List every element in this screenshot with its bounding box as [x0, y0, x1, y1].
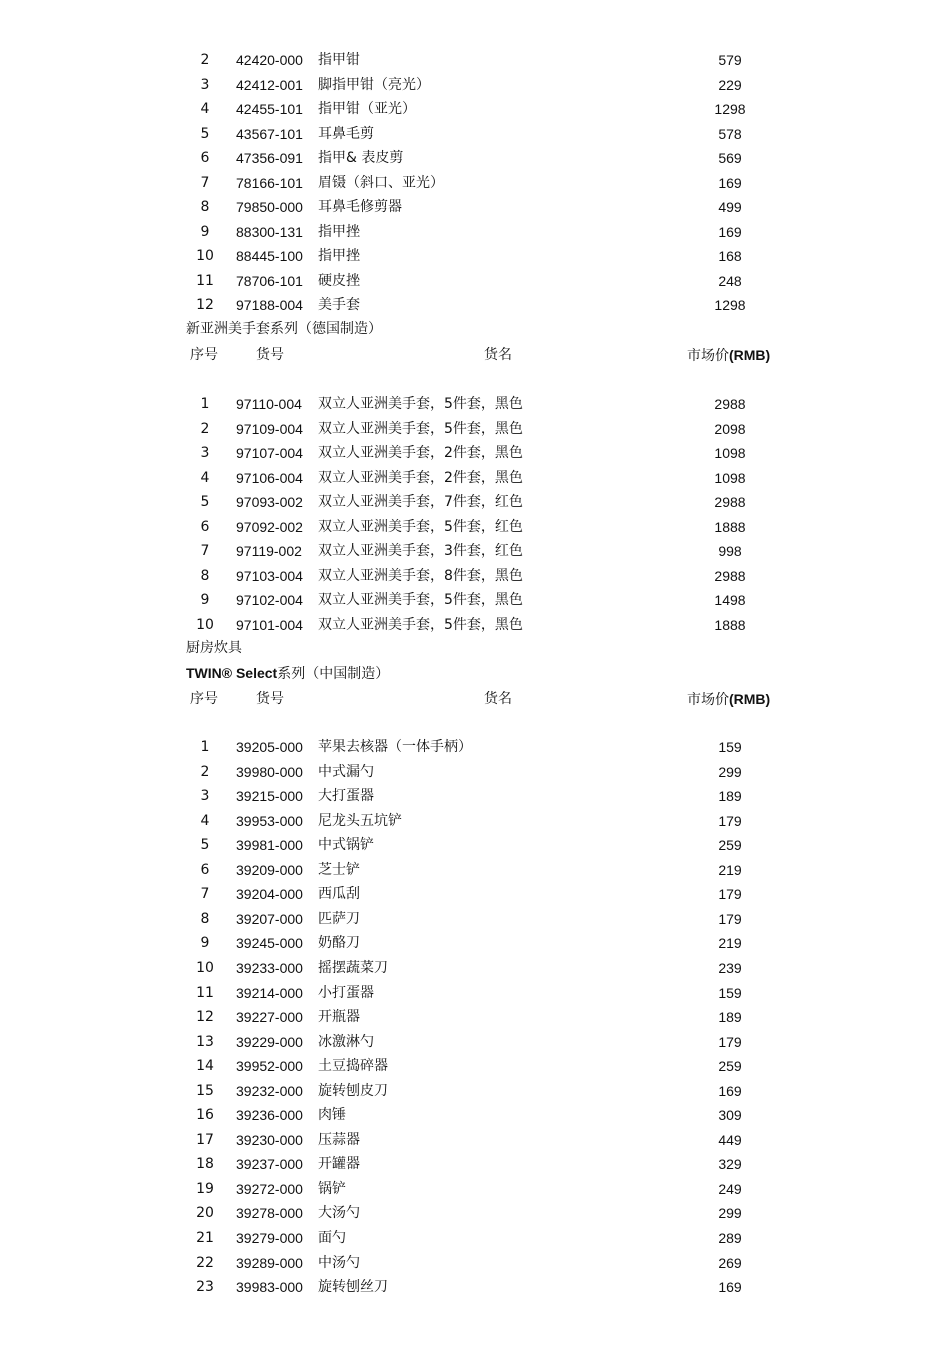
table-row — [0, 760, 950, 784]
header-no: 序号 — [190, 347, 218, 363]
table-row — [0, 1005, 950, 1029]
cell-name: 开罐器 — [318, 1156, 360, 1173]
cell-name: 双立人亚洲美手套，3件套，红色 — [318, 543, 523, 559]
cell-price: 1888 — [714, 616, 746, 633]
table-row — [0, 735, 950, 759]
cell-name: 肉锤 — [318, 1107, 346, 1124]
table-row — [0, 1079, 950, 1103]
cell-no: 9 — [200, 935, 210, 952]
cell-name: 中式漏勺 — [318, 763, 374, 780]
cell-code: 97103-004 — [236, 567, 303, 584]
table-row — [0, 784, 950, 808]
cell-name: 中汤勺 — [318, 1254, 360, 1271]
cell-price: 269 — [718, 1254, 742, 1271]
cell-no: 18 — [196, 1156, 214, 1173]
table-row — [0, 1128, 950, 1152]
cell-price: 259 — [718, 837, 742, 854]
cell-price: 309 — [718, 1107, 742, 1124]
section-title-twin-select — [186, 661, 389, 686]
cell-price: 1888 — [714, 518, 746, 535]
cell-code: 78166-101 — [236, 174, 303, 191]
cell-code: 39980-000 — [236, 763, 303, 780]
table-row — [0, 981, 950, 1005]
table-row — [0, 956, 950, 980]
cell-no: 2 — [200, 52, 210, 68]
cell-no: 3 — [200, 445, 210, 461]
cell-code: 97102-004 — [236, 592, 303, 608]
header-name: 货名 — [484, 691, 512, 707]
cell-name: 双立人亚洲美手套，5件套，黑色 — [318, 396, 523, 412]
cell-code: 39272-000 — [236, 1180, 303, 1197]
cell-price: 159 — [718, 739, 742, 755]
cell-no: 16 — [196, 1107, 214, 1124]
cell-name: 双立人亚洲美手套，8件套，黑色 — [318, 567, 523, 584]
cell-name: 旋转刨皮刀 — [318, 1082, 388, 1099]
table-header — [0, 343, 950, 367]
header-code: 货号 — [256, 347, 284, 363]
cell-code: 39952-000 — [236, 1058, 303, 1075]
cell-name: 双立人亚洲美手套，5件套，红色 — [318, 518, 523, 535]
cell-code: 39227-000 — [236, 1009, 303, 1026]
table-row — [0, 931, 950, 955]
cell-no: 7 — [200, 543, 210, 559]
cell-code: 47356-091 — [236, 150, 303, 166]
cell-price: 179 — [718, 886, 742, 903]
table-row — [0, 539, 950, 563]
cell-no: 2 — [200, 763, 210, 780]
cell-name: 大汤勺 — [318, 1205, 360, 1222]
cell-no: 1 — [200, 739, 210, 755]
cell-no: 6 — [200, 518, 210, 535]
cell-no: 10 — [196, 959, 214, 976]
cell-code: 97109-004 — [236, 420, 303, 437]
table-row — [0, 1054, 950, 1078]
cell-code: 39230-000 — [236, 1131, 303, 1148]
table-row — [0, 171, 950, 195]
cell-name: 双立人亚洲美手套，5件套，黑色 — [318, 420, 523, 437]
table-row — [0, 809, 950, 833]
table-row — [0, 882, 950, 906]
cell-name: 冰激淋勺 — [318, 1033, 374, 1050]
cell-price: 249 — [718, 1180, 742, 1197]
cell-name: 芝士铲 — [318, 861, 360, 878]
cell-no: 10 — [196, 248, 214, 264]
cell-code: 97092-002 — [236, 518, 303, 535]
cell-code: 39953-000 — [236, 812, 303, 829]
cell-price: 189 — [718, 1009, 742, 1026]
cell-no: 4 — [200, 101, 210, 117]
cell-code: 97110-004 — [236, 396, 302, 412]
table-row — [0, 122, 950, 146]
table-row — [0, 146, 950, 170]
table-header — [0, 687, 950, 711]
cell-code: 39232-000 — [236, 1082, 303, 1099]
cell-price: 2988 — [714, 567, 746, 584]
cell-name: 双立人亚洲美手套，2件套，黑色 — [318, 469, 523, 486]
cell-code: 42420-000 — [236, 52, 303, 68]
table-row — [0, 73, 950, 97]
cell-name: 耳鼻毛剪 — [318, 125, 374, 142]
cell-code: 39983-000 — [236, 1279, 303, 1296]
cell-code: 39279-000 — [236, 1230, 303, 1246]
cell-price: 569 — [718, 150, 742, 166]
cell-name: 指甲& 表皮剪 — [318, 150, 404, 166]
cell-name: 大打蛋器 — [318, 788, 374, 805]
cell-price: 329 — [718, 1156, 742, 1173]
cell-price: 189 — [718, 788, 742, 805]
cell-code: 39233-000 — [236, 959, 303, 976]
cell-price: 248 — [718, 272, 742, 289]
cell-code: 39207-000 — [236, 910, 303, 927]
cell-price: 289 — [718, 1230, 742, 1246]
table-row — [0, 858, 950, 882]
cell-price: 219 — [718, 861, 742, 878]
cell-no: 4 — [200, 469, 210, 486]
cell-no: 21 — [196, 1230, 214, 1246]
header-price-prefix: 市场价 — [687, 348, 729, 364]
cell-price: 169 — [718, 1082, 742, 1099]
cell-price: 179 — [718, 812, 742, 829]
cell-code: 79850-000 — [236, 199, 303, 215]
header-price — [687, 343, 770, 368]
cell-no: 4 — [200, 812, 210, 829]
cell-code: 39204-000 — [236, 886, 303, 903]
table-row — [0, 244, 950, 268]
cell-code: 97188-004 — [236, 297, 303, 313]
table-row — [0, 466, 950, 490]
cell-no: 12 — [196, 297, 214, 313]
cell-price: 159 — [718, 984, 742, 1001]
cell-no: 7 — [200, 886, 210, 903]
cell-price: 998 — [718, 543, 742, 559]
cell-code: 97107-004 — [236, 445, 303, 461]
header-price-unit: (RMB) — [729, 691, 771, 707]
cell-price: 578 — [718, 125, 742, 142]
cell-name: 双立人亚洲美手套，2件套，黑色 — [318, 445, 523, 461]
cell-no: 8 — [200, 199, 210, 215]
cell-no: 5 — [200, 494, 210, 510]
cell-name: 指甲挫 — [318, 223, 360, 240]
cell-price: 219 — [718, 935, 742, 952]
cell-no: 20 — [196, 1205, 214, 1222]
cell-price: 229 — [718, 76, 742, 93]
cell-code: 39214-000 — [236, 984, 303, 1001]
cell-name: 土豆捣碎器 — [318, 1058, 388, 1075]
cell-price: 1098 — [714, 445, 746, 461]
cell-price: 1298 — [714, 297, 746, 313]
cell-no: 13 — [196, 1033, 214, 1050]
cell-code: 39245-000 — [236, 935, 303, 952]
cell-no: 8 — [200, 567, 210, 584]
cell-name: 匹萨刀 — [318, 910, 360, 927]
cell-name: 开瓶器 — [318, 1009, 360, 1026]
cell-name: 指甲钳（亚光） — [318, 101, 416, 117]
cell-no: 11 — [196, 984, 214, 1001]
table-row — [0, 441, 950, 465]
header-no: 序号 — [190, 691, 218, 707]
cell-no: 19 — [196, 1180, 214, 1197]
cell-no: 11 — [196, 272, 214, 289]
cell-name: 耳鼻毛修剪器 — [318, 199, 402, 215]
cell-name: 双立人亚洲美手套，5件套，黑色 — [318, 592, 523, 608]
cell-name: 双立人亚洲美手套，7件套，红色 — [318, 494, 523, 510]
cell-no: 8 — [200, 910, 210, 927]
table-row — [0, 195, 950, 219]
cell-price: 499 — [718, 199, 742, 215]
cell-name: 双立人亚洲美手套，5件套，黑色 — [318, 616, 523, 633]
table-row — [0, 417, 950, 441]
table-row — [0, 588, 950, 612]
cell-code: 88445-100 — [236, 248, 303, 264]
cell-price: 1498 — [714, 592, 746, 608]
cell-no: 22 — [196, 1254, 214, 1271]
table-row — [0, 1030, 950, 1054]
cell-no: 2 — [200, 420, 210, 437]
category-kitchen-tools: 厨房炊具 — [186, 640, 242, 656]
cell-price: 2988 — [714, 494, 746, 510]
cell-name: 指甲挫 — [318, 248, 360, 264]
cell-no: 3 — [200, 788, 210, 805]
cell-no: 15 — [196, 1082, 214, 1099]
cell-name: 面勺 — [318, 1230, 346, 1246]
cell-price: 169 — [718, 174, 742, 191]
cell-price: 169 — [718, 223, 742, 240]
cell-code: 39215-000 — [236, 788, 303, 805]
cell-no: 5 — [200, 125, 210, 142]
table-row — [0, 1177, 950, 1201]
table-row — [0, 48, 950, 72]
cell-code: 97119-002 — [236, 543, 302, 559]
table-row — [0, 1251, 950, 1275]
cell-code: 39229-000 — [236, 1033, 303, 1050]
cell-code: 39237-000 — [236, 1156, 303, 1173]
table-row — [0, 269, 950, 293]
section-title-asia-manicure: 新亚洲美手套系列（德国制造） — [186, 321, 382, 337]
cell-name: 锅铲 — [318, 1180, 346, 1197]
cell-no: 6 — [200, 150, 210, 166]
cell-no: 23 — [196, 1279, 214, 1296]
header-code: 货号 — [256, 691, 284, 707]
table-row — [0, 613, 950, 637]
cell-name: 苹果去核器（一体手柄） — [318, 739, 472, 755]
header-name: 货名 — [484, 347, 512, 363]
cell-price: 259 — [718, 1058, 742, 1075]
cell-name: 摇摆蔬菜刀 — [318, 959, 388, 976]
cell-price: 449 — [718, 1131, 742, 1148]
table-row — [0, 97, 950, 121]
cell-name: 西瓜刮 — [318, 886, 360, 903]
cell-code: 39236-000 — [236, 1107, 303, 1124]
cell-code: 39981-000 — [236, 837, 303, 854]
table-row — [0, 515, 950, 539]
twin-select-title-rest: 系列（中国制造） — [277, 666, 390, 682]
cell-price: 1098 — [714, 469, 746, 486]
cell-code: 97093-002 — [236, 494, 303, 510]
table-row — [0, 1226, 950, 1250]
cell-code: 97101-004 — [236, 616, 303, 633]
cell-name: 压蒜器 — [318, 1131, 360, 1148]
cell-code: 97106-004 — [236, 469, 303, 486]
cell-price: 299 — [718, 1205, 742, 1222]
cell-no: 12 — [196, 1009, 214, 1026]
cell-name: 脚指甲钳（亮光） — [318, 76, 430, 93]
cell-price: 579 — [718, 52, 742, 68]
cell-name: 奶酪刀 — [318, 935, 360, 952]
cell-no: 5 — [200, 837, 210, 854]
table-row — [0, 907, 950, 931]
cell-no: 14 — [196, 1058, 214, 1075]
header-price-unit: (RMB) — [729, 347, 771, 363]
cell-name: 硬皮挫 — [318, 272, 360, 289]
cell-price: 169 — [718, 1279, 742, 1296]
cell-code: 42412-001 — [236, 76, 303, 93]
table-row — [0, 220, 950, 244]
cell-code: 43567-101 — [236, 125, 303, 142]
cell-code: 88300-131 — [236, 223, 303, 240]
cell-no: 3 — [200, 76, 210, 93]
table-row — [0, 1103, 950, 1127]
cell-name: 美手套 — [318, 297, 360, 313]
cell-name: 小打蛋器 — [318, 984, 374, 1001]
cell-code: 39205-000 — [236, 739, 303, 755]
table-row — [0, 1152, 950, 1176]
cell-price: 2988 — [714, 396, 746, 412]
cell-no: 9 — [200, 592, 210, 608]
cell-name: 眉镊（斜口、亚光） — [318, 174, 444, 191]
header-price-prefix: 市场价 — [687, 692, 729, 708]
table-row — [0, 564, 950, 588]
cell-price: 239 — [718, 959, 742, 976]
header-price — [687, 687, 770, 712]
table-row — [0, 392, 950, 416]
cell-name: 旋转刨丝刀 — [318, 1279, 388, 1296]
cell-name: 中式锅铲 — [318, 837, 374, 854]
cell-no: 1 — [200, 396, 210, 412]
table-row — [0, 490, 950, 514]
twin-select-brand: TWIN® Select — [186, 665, 278, 681]
cell-code: 42455-101 — [236, 101, 303, 117]
cell-price: 168 — [718, 248, 742, 264]
cell-no: 17 — [196, 1131, 214, 1148]
cell-no: 6 — [200, 861, 210, 878]
table-row — [0, 1201, 950, 1225]
cell-code: 39209-000 — [236, 861, 303, 878]
cell-code: 39289-000 — [236, 1254, 303, 1271]
table-row — [0, 293, 950, 317]
cell-name: 尼龙头五坑铲 — [318, 812, 402, 829]
cell-price: 299 — [718, 763, 742, 780]
cell-code: 78706-101 — [236, 272, 303, 289]
cell-code: 39278-000 — [236, 1205, 303, 1222]
cell-no: 10 — [196, 616, 214, 633]
cell-name: 指甲钳 — [318, 52, 360, 68]
cell-price: 1298 — [714, 101, 746, 117]
cell-price: 179 — [718, 1033, 742, 1050]
table-row — [0, 833, 950, 857]
cell-no: 9 — [200, 223, 210, 240]
cell-no: 7 — [200, 174, 210, 191]
cell-price: 179 — [718, 910, 742, 927]
cell-price: 2098 — [714, 420, 746, 437]
table-row — [0, 1275, 950, 1299]
